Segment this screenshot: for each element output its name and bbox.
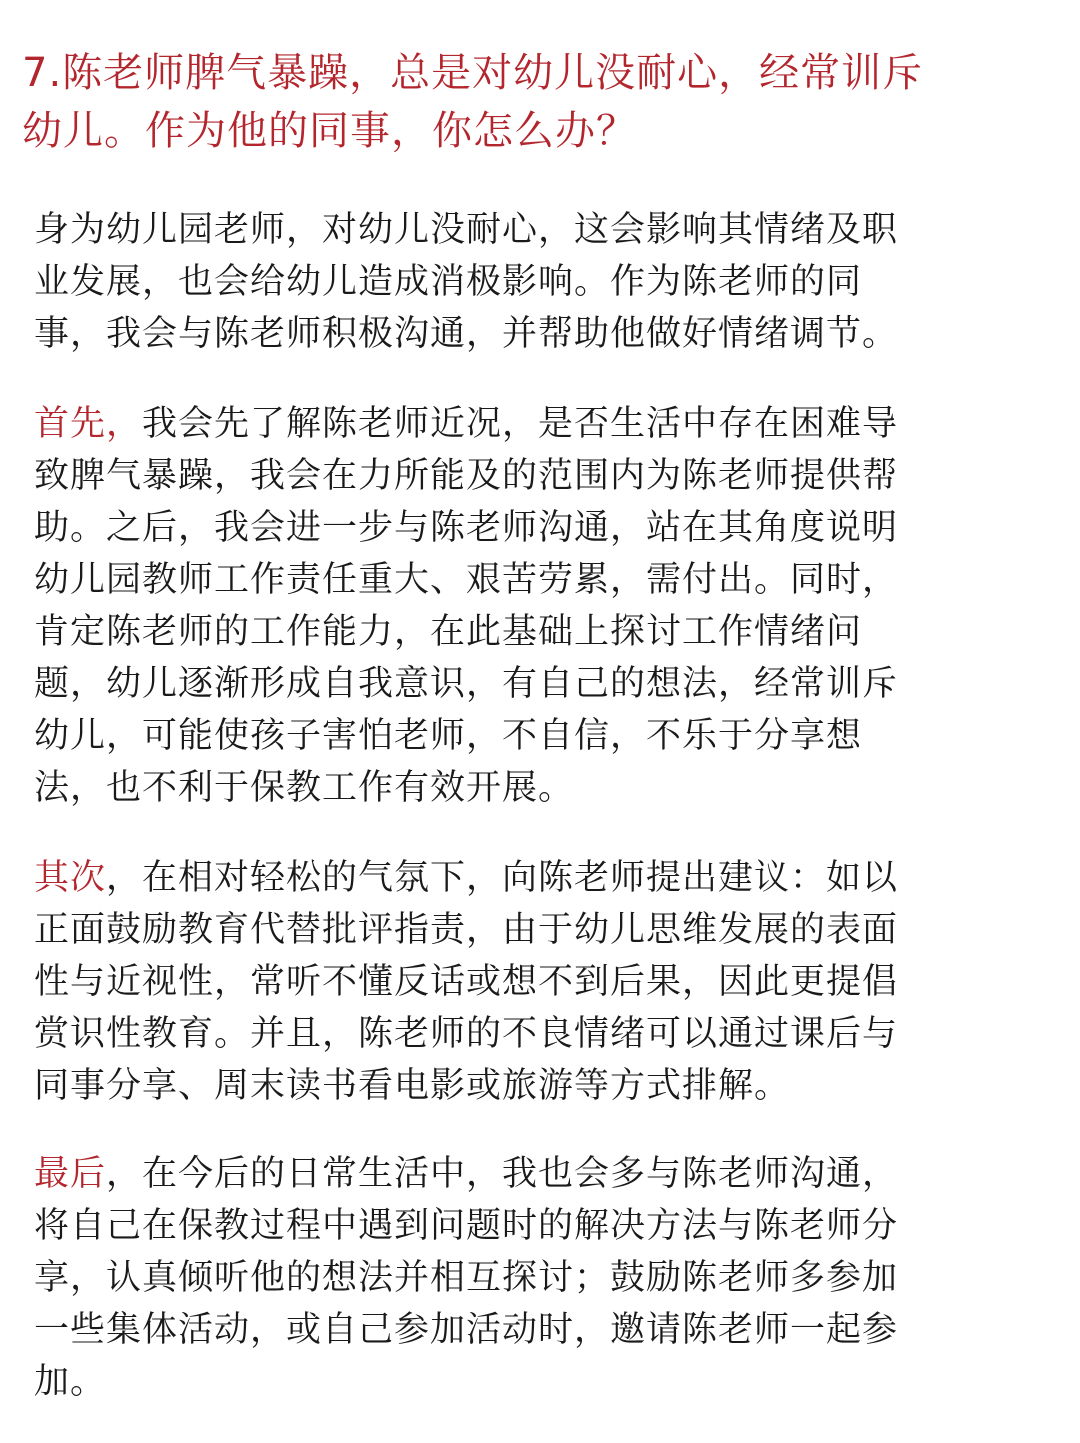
paragraph-line: 助。之后，我会进一步与陈老师沟通，站在其角度说明	[34, 508, 899, 548]
title-line: 幼儿。作为他的同事，你怎么办？	[22, 108, 637, 154]
question-title	[22, 44, 1072, 160]
paragraph-line: 一些集体活动，或自己参加活动时，邀请陈老师一起参	[34, 1310, 899, 1350]
paragraph-line: 幼儿，可能使孩子害怕老师，不自信，不乐于分享想	[34, 716, 863, 756]
first-lead-label: 首先，	[34, 404, 143, 444]
paragraph-line	[34, 852, 1054, 904]
paragraph-line: 将自己在保教过程中遇到问题时的解决方法与陈老师分	[34, 1206, 899, 1246]
second-lead-label: 其次	[34, 858, 107, 898]
first-point-paragraph	[34, 398, 1054, 814]
paragraph-line: 致脾气暴躁，我会在力所能及的范围内为陈老师提供帮	[34, 456, 899, 496]
paragraph-line: 享，认真倾听他的想法并相互探讨；鼓励陈老师多参加	[34, 1258, 899, 1298]
second-point-paragraph	[34, 852, 1054, 1112]
paragraph-line-text: ，在相对轻松的气氛下，向陈老师提出建议：如以	[106, 858, 899, 898]
paragraph-line: 题，幼儿逐渐形成自我意识，有自己的想法，经常训斥	[34, 664, 899, 704]
paragraph-line	[34, 1148, 1054, 1200]
paragraph-line	[34, 398, 1054, 450]
intro-paragraph	[34, 204, 1054, 360]
paragraph-line: 加。	[34, 1362, 107, 1402]
title-line: 7.陈老师脾气暴躁，总是对幼儿没耐心，经常训斥	[22, 50, 924, 96]
paragraph-line: 正面鼓励教育代替批评指责，由于幼儿思维发展的表面	[34, 910, 899, 950]
paragraph-line: 同事分享、周末读书看电影或旅游等方式排解。	[34, 1066, 791, 1106]
paragraph-line: 赏识性教育。并且，陈老师的不良情绪可以通过课后与	[34, 1014, 899, 1054]
paragraph-line-text: 我会先了解陈老师近况，是否生活中存在困难导	[142, 404, 899, 444]
last-lead-label: 最后	[34, 1154, 107, 1194]
paragraph-line: 法，也不利于保教工作有效开展。	[34, 768, 575, 808]
last-point-paragraph	[34, 1148, 1054, 1408]
paragraph-line: 业发展，也会给幼儿造成消极影响。作为陈老师的同	[34, 262, 863, 302]
paragraph-line: 肯定陈老师的工作能力，在此基础上探讨工作情绪问	[34, 612, 863, 652]
paragraph-line: 身为幼儿园老师，对幼儿没耐心，这会影响其情绪及职	[34, 210, 899, 250]
paragraph-line: 性与近视性，常听不懂反话或想不到后果，因此更提倡	[34, 962, 899, 1002]
paragraph-line: 事，我会与陈老师积极沟通，并帮助他做好情绪调节。	[34, 314, 899, 354]
paragraph-line-text: ，在今后的日常生活中，我也会多与陈老师沟通，	[106, 1154, 899, 1194]
paragraph-line: 幼儿园教师工作责任重大、艰苦劳累，需付出。同时，	[34, 560, 899, 600]
